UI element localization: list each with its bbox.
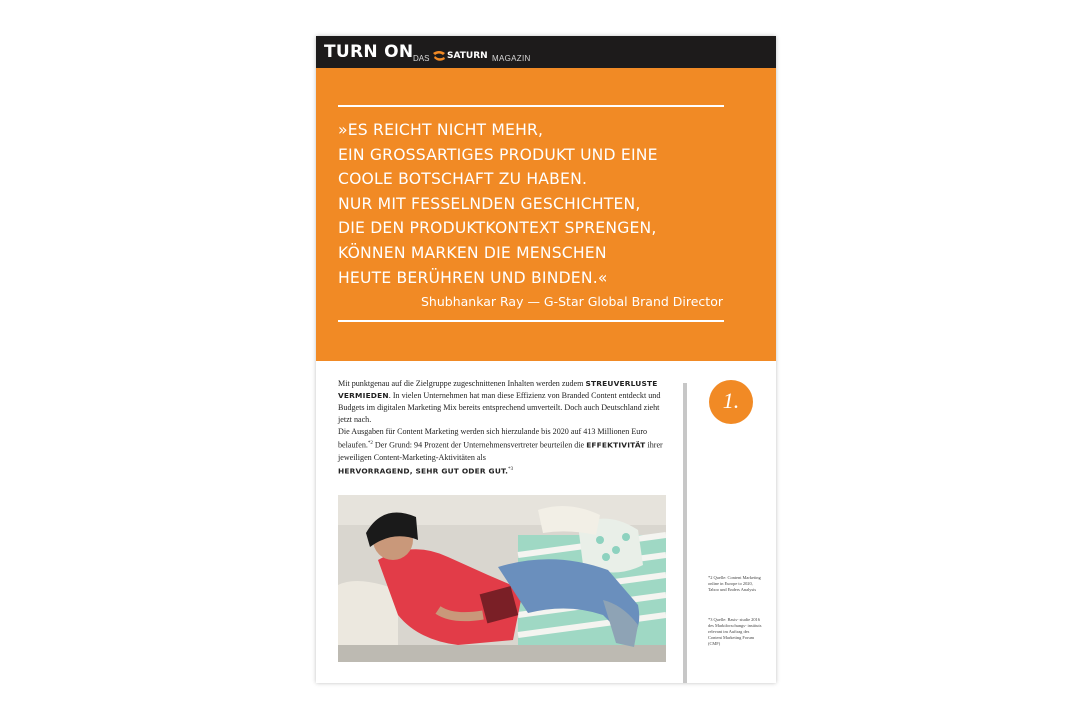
brand-magazin: MAGAZIN (492, 54, 531, 63)
column-divider (683, 383, 687, 683)
brand-saturn: SATURN (447, 51, 488, 61)
body-text-5: ihrer jeweiligen Content-Marketing-Aktivitäten als (338, 440, 663, 462)
magazine-header-bar (316, 36, 776, 68)
highlight-streuverluste: STREUVERLUSTE VERMIEDEN (338, 379, 658, 400)
body-text-2: . In vielen Unternehmen hat man diese Effizienz von Branded Content entdeckt und Budgets im digitalen Marketing Mix bereits entsprechend umverteilt. Doch auch Deutschland zieht jetzt nach. (338, 391, 661, 424)
footnote-3: *3 Quelle: Basis- studie 2016 des Marktforschungs- instituts relevant im Auftrag des Content Marketing Forum (CMF) (708, 617, 762, 646)
brand-das: DAS (413, 54, 430, 63)
quote-attribution: Shubhankar Ray — G-Star Global Brand Director (421, 294, 723, 309)
footnote-ref-2: *2 (367, 441, 373, 446)
section-number: 1. (722, 388, 740, 413)
highlight-rating: HERVORRAGEND, SEHR GUT ODER GUT. (338, 466, 509, 476)
footnote-ref-3: *3 (508, 466, 514, 472)
quote-rule-bottom (338, 320, 724, 322)
quote-rule-top (338, 105, 724, 107)
body-paragraph (338, 378, 673, 477)
pull-quote: »ES REICHT NICHT MEHR, EIN GROSSARTIGES PRODUKT UND EINE COOLE BOTSCHAFT ZU HABEN. NUR MIT FESSELNDEN GESCHICHTEN, DIE DEN PRODUKTKONTEXT SPRENGEN, KÖNNEN MARKEN DIE MENSCHEN HEUTE BERÜHREN UND BINDEN.« (338, 121, 658, 287)
magazine-page (316, 36, 776, 683)
footnote-2: *2 Quelle: Content Marketing online in Europe to 2020, Taboo und Enders Analysis (708, 575, 761, 592)
body-text-4: Der Grund: 94 Prozent der Unternehmensvertreter beurteilen die (372, 440, 585, 450)
photo-man-on-sofa (338, 495, 666, 662)
section-number-badge (709, 380, 753, 424)
body-text-3: Die Ausgaben für Content Marketing werden sich hierzulande bis 2020 auf 413 Millionen Euro belaufen. (338, 427, 648, 450)
saturn-logo-icon (432, 50, 446, 61)
body-text-1: Mit punktgenau auf die Zielgruppe zugeschnittenen Inhalten werden zudem (338, 379, 584, 388)
brand-title: TURN ON (324, 42, 414, 62)
highlight-effektivitaet: EFFEKTIVITÄT (586, 440, 646, 450)
